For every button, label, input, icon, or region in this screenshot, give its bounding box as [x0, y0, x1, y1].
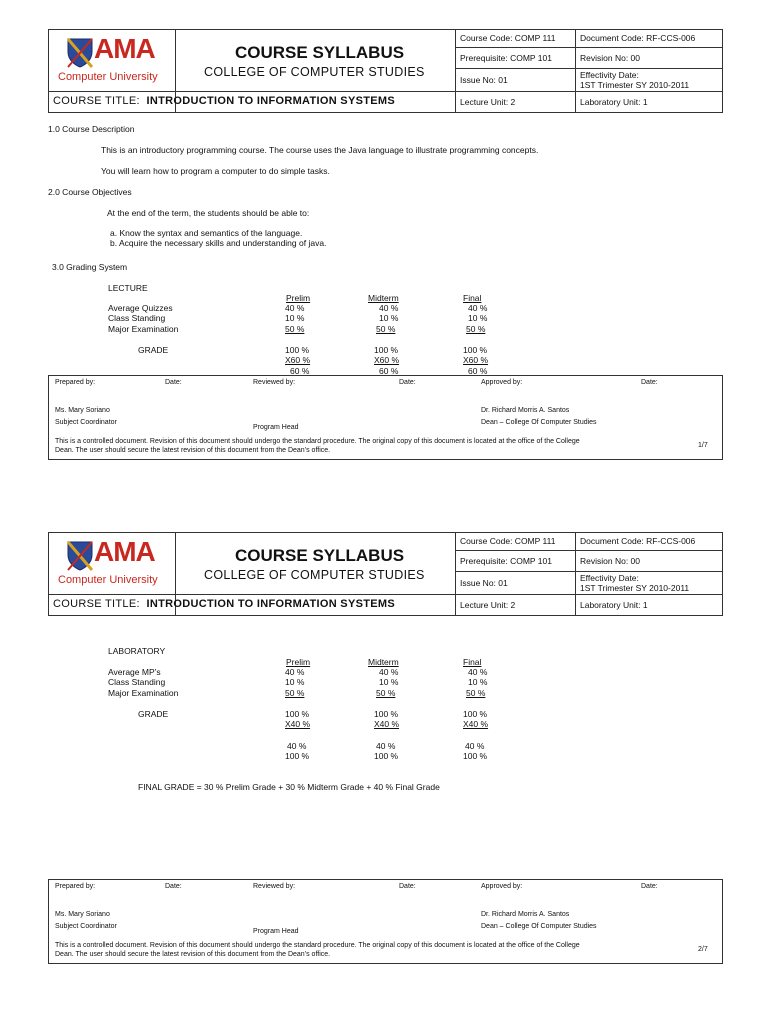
- shield-icon: [67, 541, 93, 571]
- date-label: Date:: [399, 883, 416, 890]
- date-label: Date:: [165, 883, 182, 890]
- issue-no: Issue No: 01: [460, 75, 508, 85]
- approver-name: Dr. Richard Morris A. Santos: [481, 407, 570, 414]
- row-label: Class Standing: [108, 677, 166, 687]
- effectivity-label: Effectivity Date:: [580, 70, 639, 80]
- table-cell: 100 %: [285, 751, 310, 761]
- ama-logo: [58, 33, 171, 86]
- reviewed-by-label: Reviewed by:: [253, 883, 296, 890]
- date-label: Date:: [641, 883, 658, 890]
- footer-table: [48, 879, 723, 964]
- course-title: [53, 598, 395, 610]
- page-number: 2/7: [698, 946, 708, 953]
- table-cell: 100 %: [463, 709, 488, 719]
- row-label: Major Examination: [108, 688, 179, 698]
- section-heading: 1.0 Course Description: [48, 124, 135, 134]
- table-cell: 40 %: [285, 303, 305, 313]
- table-cell: X40 %: [285, 719, 311, 729]
- paragraph: At the end of the term, the students should be able to:: [107, 208, 310, 218]
- lecture-unit: Lecture Unit: 2: [460, 600, 516, 610]
- table-cell: 50 %: [285, 324, 305, 334]
- reviewer-role: Program Head: [253, 928, 299, 935]
- logo-subtitle: Computer University: [58, 71, 158, 83]
- table-cell: 50 %: [466, 324, 486, 334]
- table-cell: 10 %: [285, 313, 305, 323]
- document-title: COURSE SYLLABUS: [235, 546, 405, 565]
- approver-role: Dean – College Of Computer Studies: [481, 923, 597, 930]
- course-title-label: COURSE TITLE:: [53, 598, 140, 610]
- table-cell: 10 %: [468, 677, 488, 687]
- revision-no: Revision No: 00: [580, 556, 641, 566]
- section-heading: 2.0 Course Objectives: [48, 187, 132, 197]
- course-title-value: INTRODUCTION TO INFORMATION SYSTEMS: [146, 95, 395, 107]
- lecture-unit: Lecture Unit: 2: [460, 97, 516, 107]
- college-name: COLLEGE OF COMPUTER STUDIES: [204, 568, 425, 582]
- effectivity-label: Effectivity Date:: [580, 573, 639, 583]
- controlled-notice: This is a controlled document. Revision of this document should undergo the standard procedure. The original copy of this document is located at the office of the College: [55, 942, 580, 949]
- paragraph: You will learn how to program a computer to do simple tasks.: [101, 166, 330, 176]
- course-code: Course Code: COMP 111: [460, 536, 556, 546]
- preparer-name: Ms. Mary Soriano: [55, 407, 110, 414]
- table-cell: X40 %: [463, 719, 489, 729]
- table-cell: 10 %: [379, 677, 399, 687]
- preparer-role: Subject Coordinator: [55, 419, 117, 426]
- column-header: Prelim: [286, 293, 311, 303]
- course-title-value: INTRODUCTION TO INFORMATION SYSTEMS: [146, 598, 395, 610]
- date-label: Date:: [399, 379, 416, 386]
- table-cell: 60 %: [379, 366, 399, 376]
- controlled-notice: This is a controlled document. Revision of this document should undergo the standard procedure. The original copy of this document is located at the office of the College: [55, 438, 580, 445]
- effectivity-value: 1ST Trimester SY 2010-2011: [580, 583, 690, 593]
- column-header: Final: [463, 657, 482, 667]
- column-header: Prelim: [286, 657, 311, 667]
- document-title: COURSE SYLLABUS: [235, 43, 405, 62]
- prerequisite: Prerequisite: COMP 101: [460, 53, 552, 63]
- controlled-notice: Dean. The user should secure the latest revision of this document from the Dean’s office.: [55, 447, 331, 454]
- prerequisite: Prerequisite: COMP 101: [460, 556, 552, 566]
- laboratory-unit: Laboratory Unit: 1: [580, 97, 648, 107]
- column-header: Final: [463, 293, 482, 303]
- document-code: Document Code: RF-CCS-006: [580, 33, 696, 43]
- approved-by-label: Approved by:: [481, 379, 523, 386]
- table-cell: 40 %: [379, 303, 399, 313]
- issue-no: Issue No: 01: [460, 578, 508, 588]
- laboratory-unit: Laboratory Unit: 1: [580, 600, 648, 610]
- controlled-notice: Dean. The user should secure the latest revision of this document from the Dean’s office.: [55, 951, 331, 958]
- table-cell: 40 %: [468, 303, 488, 313]
- table-cell: 100 %: [463, 751, 488, 761]
- approved-by-label: Approved by:: [481, 883, 523, 890]
- table-cell: 40 %: [468, 667, 488, 677]
- table-cell: 50 %: [285, 688, 305, 698]
- table-cell: 100 %: [285, 709, 310, 719]
- document-code: Document Code: RF-CCS-006: [580, 536, 696, 546]
- ama-logo: [58, 536, 171, 589]
- approver-name: Dr. Richard Morris A. Santos: [481, 911, 570, 918]
- table-cell: 10 %: [379, 313, 399, 323]
- syllabus-page-2: [0, 503, 768, 1015]
- table-cell: 40 %: [285, 667, 305, 677]
- logo-text: AMA: [94, 33, 155, 64]
- paragraph: This is an introductory programming course. The course uses the Java language to illustrate programming concepts.: [101, 145, 539, 155]
- approver-role: Dean – College Of Computer Studies: [481, 419, 597, 426]
- table-cell: 100 %: [374, 709, 399, 719]
- course-title: [53, 95, 395, 107]
- table-cell: X40 %: [374, 719, 400, 729]
- college-name: COLLEGE OF COMPUTER STUDIES: [204, 65, 425, 79]
- table-cell: X60 %: [463, 355, 489, 365]
- row-label: Average MP’s: [108, 667, 161, 677]
- list-item: b. Acquire the necessary skills and understanding of java.: [110, 238, 327, 248]
- table-cell: 60 %: [290, 366, 310, 376]
- table-cell: 50 %: [466, 688, 486, 698]
- table-cell: 40 %: [376, 741, 396, 751]
- shield-icon: [67, 38, 93, 68]
- table-cell: 40 %: [465, 741, 485, 751]
- column-header: Midterm: [368, 657, 399, 667]
- header-table: [48, 532, 723, 616]
- table-cell: 60 %: [468, 366, 488, 376]
- table-cell: 100 %: [285, 345, 310, 355]
- preparer-name: Ms. Mary Soriano: [55, 911, 110, 918]
- row-label: Class Standing: [108, 313, 166, 323]
- section-heading: 3.0 Grading System: [52, 262, 128, 272]
- table-cell: 50 %: [376, 324, 396, 334]
- list-item: a. Know the syntax and semantics of the language.: [110, 228, 303, 238]
- header-table: [48, 29, 723, 113]
- table-cell: 100 %: [374, 751, 399, 761]
- laboratory-label: LABORATORY: [108, 646, 166, 656]
- prepared-by-label: Prepared by:: [55, 379, 96, 386]
- grade-label: GRADE: [138, 345, 169, 355]
- effectivity-value: 1ST Trimester SY 2010-2011: [580, 80, 690, 90]
- course-code: Course Code: COMP 111: [460, 33, 556, 43]
- table-cell: 40 %: [379, 667, 399, 677]
- footer-table: [48, 375, 723, 460]
- date-label: Date:: [641, 379, 658, 386]
- date-label: Date:: [165, 379, 182, 386]
- row-label: Average Quizzes: [108, 303, 173, 313]
- page-number: 1/7: [698, 442, 708, 449]
- table-cell: 10 %: [468, 313, 488, 323]
- lecture-label: LECTURE: [108, 283, 148, 293]
- column-header: Midterm: [368, 293, 399, 303]
- table-cell: 100 %: [374, 345, 399, 355]
- final-grade-formula: FINAL GRADE = 30 % Prelim Grade + 30 % Midterm Grade + 40 % Final Grade: [138, 782, 440, 792]
- revision-no: Revision No: 00: [580, 53, 641, 63]
- table-cell: X60 %: [374, 355, 400, 365]
- row-label: Major Examination: [108, 324, 179, 334]
- reviewer-role: Program Head: [253, 424, 299, 431]
- table-cell: 50 %: [376, 688, 396, 698]
- logo-text: AMA: [94, 536, 155, 567]
- prepared-by-label: Prepared by:: [55, 883, 96, 890]
- grade-label: GRADE: [138, 709, 169, 719]
- table-cell: 40 %: [287, 741, 307, 751]
- preparer-role: Subject Coordinator: [55, 923, 117, 930]
- logo-subtitle: Computer University: [58, 574, 158, 586]
- table-cell: 100 %: [463, 345, 488, 355]
- course-title-label: COURSE TITLE:: [53, 95, 140, 107]
- table-cell: 10 %: [285, 677, 305, 687]
- reviewed-by-label: Reviewed by:: [253, 379, 296, 386]
- table-cell: X60 %: [285, 355, 311, 365]
